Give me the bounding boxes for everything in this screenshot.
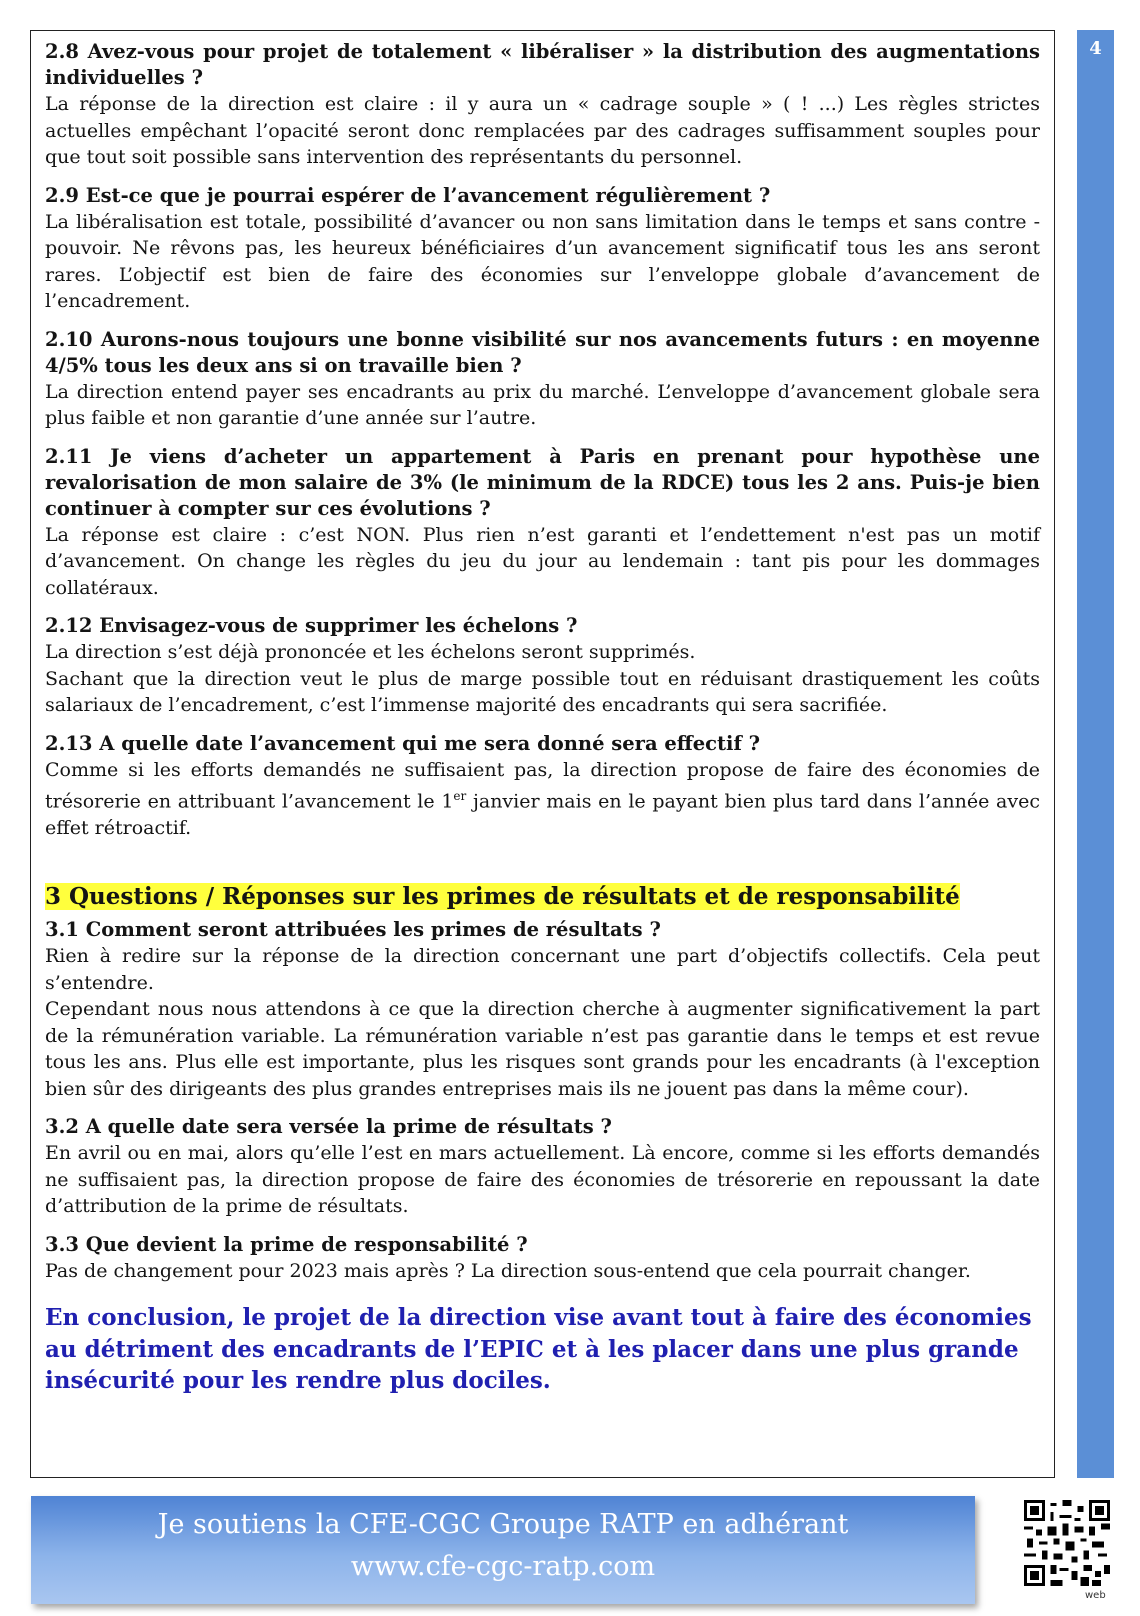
membership-banner[interactable] (31, 1496, 975, 1604)
qa-3-2 (45, 1114, 1040, 1220)
answer: Rien à redire sur la réponse de la direction concernant une part d’objectifs collectifs. Cela peut s’entendre. (45, 945, 1040, 994)
qa-2-8 (45, 39, 1040, 171)
answer: La libéralisation est totale, possibilité d’avancer ou non sans limitation dans le temps et sans contre - pouvoir. Ne rêvons pas, les heureux bénéficiaires d’un avancement significatif tous les ans seront rares. L’objectif est bien de faire des économies sur l’enveloppe globale d’avancement de l’encadrement. (45, 210, 1040, 312)
answer: Pas de changement pour 2023 mais après ? La direction sous-entend que cela pourrait changer. (45, 1259, 971, 1282)
question: 2.11 Je viens d’acheter un appartement à Paris en prenant pour hypothèse une revalorisation de mon salaire de 3% (le minimum de la RDCE) tous les 2 ans. Puis-je bien continuer à compter sur ces évolutions ? (45, 444, 1040, 520)
qa-2-12 (45, 613, 1040, 719)
answer-part: janvier mais en le payant bien plus tard dans l’année avec effet rétroactif. (45, 790, 1040, 839)
question: 3.1 Comment seront attribuées les primes de résultats ? (45, 918, 661, 942)
qr-label: web (1085, 1590, 1106, 1601)
answer: Cependant nous nous attendons à ce que la direction cherche à augmenter significativement la part de la rémunération variable. La rémunération variable n’est pas garantie dans le temps et est revue tous les ans. Plus elle est importante, plus les risques sont grands pour les encadrants (à l'exception bien sûr des dirigeants des plus grandes entreprises mais ils ne jouent pas dans la même cour). (45, 998, 1040, 1100)
qr-code-icon[interactable] (1024, 1500, 1110, 1586)
question: 3.2 A quelle date sera versée la prime de résultats ? (45, 1115, 612, 1139)
question: 2.13 A quelle date l’avancement qui me sera donné sera effectif ? (45, 731, 761, 755)
section-3-title: 3 Questions / Réponses sur les primes de résultats et de responsabilité (45, 883, 960, 911)
question: 2.9 Est-ce que je pourrai espérer de l’avancement régulièrement ? (45, 183, 771, 207)
answer: La réponse est claire : c’est NON. Plus rien n’est garanti et l’endettement n'est pas un motif d’avancement. On change les règles du jeu du jour au lendemain : tant pis pour les dommages collatéraux. (45, 523, 1040, 599)
answer: La direction s’est déjà prononcée et les échelons seront supprimés. (45, 641, 696, 663)
website-link[interactable]: www.cfe-cgc-ratp.com (350, 1551, 656, 1582)
answer: La réponse de la direction est claire : il y aura un « cadrage souple » ( ! ...) Les règles strictes actuelles empêchant l’opacité seront donc remplacées par des cadrages suffisamment souples pour que tout soit possible sans intervention des représentants du personnel. (45, 93, 1040, 168)
qa-2-11 (45, 444, 1040, 602)
qa-2-10 (45, 327, 1040, 432)
qa-2-13 (45, 731, 1040, 842)
question: 2.8 Avez-vous pour projet de totalement « libéraliser » la distribution des augmentations individuelles ? (45, 40, 1040, 89)
qa-3-1 (45, 917, 1040, 1102)
banner-text: Je soutiens la CFE-CGC Groupe RATP en adhérant (157, 1509, 849, 1540)
page-number: 4 (1089, 38, 1102, 59)
section-3-heading (45, 881, 1040, 913)
question: 3.3 Que devient la prime de responsabilité ? (45, 1232, 528, 1256)
answer-part: Comme si les efforts demandés ne suffisaient pas, la direction propose de faire des économies de trésorerie en attribuant l’avancement le 1 (45, 758, 1040, 813)
qa-2-9 (45, 183, 1040, 315)
article-frame (30, 30, 1055, 1478)
question: 2.12 Envisagez-vous de supprimer les échelons ? (45, 614, 578, 637)
qa-3-3 (45, 1232, 1040, 1285)
answer: En avril ou en mai, alors qu’elle l’est en mars actuellement. Là encore, comme si les efforts demandés ne suffisaient pas, la direction propose de faire des économies de trésorerie en repoussant la date d’attribution de la prime de résultats. (45, 1142, 1040, 1218)
side-bar (1077, 30, 1114, 1478)
question: 2.10 Aurons-nous toujours une bonne visibilité sur nos avancements futurs : en moyenne 4/5% tous les deux ans si on travaille bien ? (45, 327, 1040, 377)
answer: Sachant que la direction veut le plus de marge possible tout en réduisant drastiquement les coûts salariaux de l’encadrement, c’est l’immense majorité des encadrants qui sera sacrifiée. (45, 667, 1040, 716)
superscript: er (453, 789, 467, 803)
conclusion: En conclusion, le projet de la direction vise avant tout à faire des économies au détriment des encadrants de l’EPIC et à les placer dans une plus grande insécurité pour les rendre plus dociles. (45, 1304, 1032, 1395)
answer (45, 757, 1040, 842)
answer: La direction entend payer ses encadrants au prix du marché. L’enveloppe d’avancement globale sera plus faible et non garantie d’une année sur l’autre. (45, 380, 1040, 429)
